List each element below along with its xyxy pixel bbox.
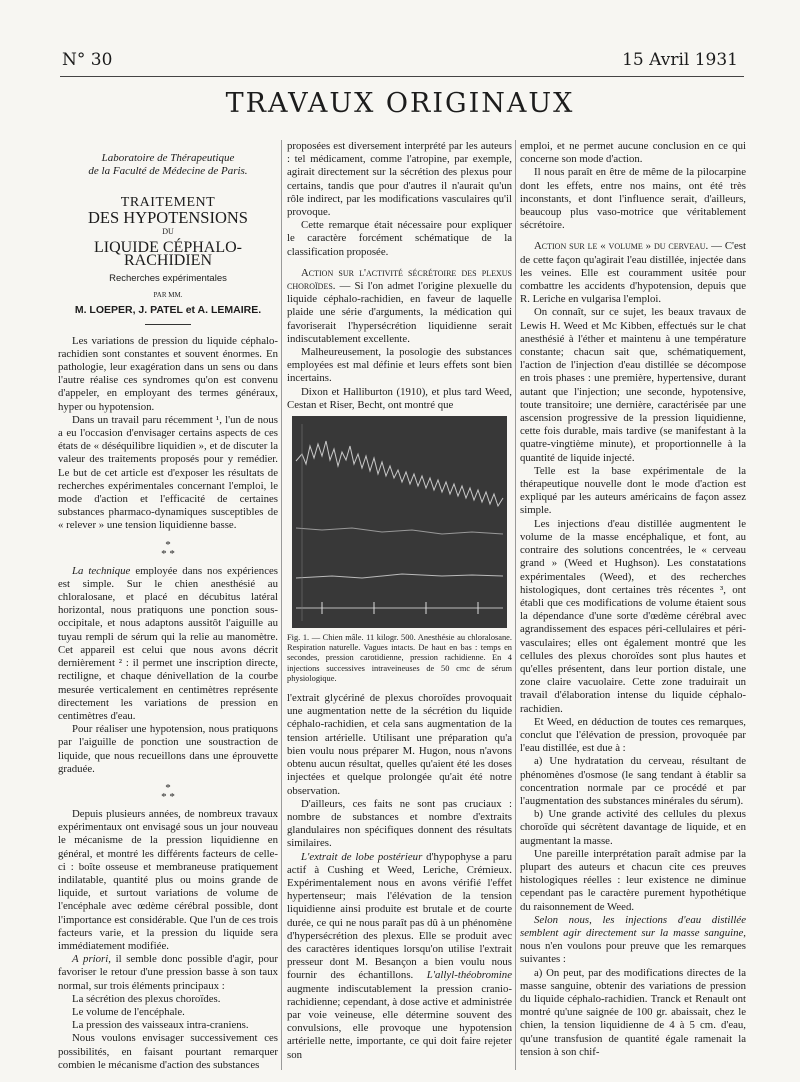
paragraph: Les variations de pression du liquide céphalo-rachidien sont constantes et souvent énormes. En pathologie, leur exagération dans un sens ou dans l'autre réalise ces syndromes qu'on est convenu d'appeler, en employant des termes généraux, hyper ou hypotension. — [58, 334, 278, 413]
column-1 — [58, 140, 278, 1072]
header-rule — [60, 76, 744, 77]
paragraph: Telle est la base expérimentale de la thérapeutique nouvelle dont le mode d'action est expliqué par les auteurs américains de façon assez simple. — [520, 464, 746, 517]
paragraph: D'ailleurs, ces faits ne sont pas cruciaux : nombre de substances et nombre d'extraits glandulaires non spécifiques donnent des résultats similaires. — [287, 797, 512, 850]
list-item: La sécrétion des plexus choroïdes. — [72, 992, 221, 1005]
paragraph: On connaît, sur ce sujet, les beaux travaux de Lewis H. Weed et Mc Kibben, effectués sur le chat anesthésié à l'éther et maintenu à une température constante; chacun sait que, schématiquement, l'action de l'injection d'eau distillée se décompose en trois phases : une première, hypertensive, durant autant que l'injection; une seconde, hypotensive, toute transitoire; une dernière, caractérisée par une ascension progressive de la pression liquidienne, cette fois durable, mais tardive (se manifestant à la quatre-vingtième minute), et proportionnelle à la quantité de liquide injecté. — [520, 306, 746, 464]
issue-number: N° 30 — [62, 50, 113, 70]
paragraph: Dixon et Halliburton (1910), et plus tard Weed, Cestan et Riser, Becht, ont montré que — [287, 385, 512, 411]
paragraph: a) On peut, par des modifications directes de la masse sanguine, obtenir des variations de pression du liquide céphalo-rachidien. Tranck et Renault ont montré qu'une saignée de 100 gr. abaissait, chez le chien, la tension liquidienne de 4 à 5 cm. d'eau, qu'une transfusion de quantité égale ramenait la tension à son chif- — [520, 966, 746, 1058]
list-item: Le volume de l'encéphale. — [72, 1005, 185, 1018]
paragraph: Action sur l'activité sécrétoire des plexus choroïdes. — Si l'on admet l'origine plexuelle du liquide céphalo-rachidien, en faveur de laquelle plaide une série d'arguments, la médication qui favoriserait l'hypersécrétion liquidienne serait indiscutablement excellente. — [287, 266, 512, 345]
title-rule — [145, 324, 191, 325]
paragraph: Malheureusement, la posologie des substances employées est mal définie et leurs effets sont bien incertains. — [287, 346, 512, 385]
paragraph: b) Une grande activité des cellules du plexus choroïde qui sécrètent davantage de liquide, et en augmentant la masse. — [520, 808, 746, 847]
section-stars: * * * — [161, 538, 175, 560]
paragraph: Cette remarque était nécessaire pour expliquer le caractère forcément schématique de la classification proposée. — [287, 219, 512, 258]
figure-kymograph — [292, 416, 507, 628]
paragraph: Pour réaliser une hypotension, nous pratiquons par l'aiguille de ponction une soustraction de liquide, que nous recueillons dans une éprouvette graduée. — [58, 723, 278, 775]
title-line-2: DES HYPOTENSIONS — [88, 208, 248, 228]
paragraph: Et Weed, en déduction de toutes ces remarques, conclut que l'élévation de pression, provoquée par l'eau distillée, est due à : — [520, 715, 746, 755]
paragraph: La technique employée dans nos expériences est simple. Sur le chien anesthésié au chloralosane, et placé en décubitus latéral horizontal, nous pratiquons une ponction sous-occipitale, et nous adaptons aussitôt l'aiguille au tuyau rempli de sérum qui la relie au manomètre. Cet appareil est celui que nous avons décrit dernièrement ² : il permet une inscription directe, rectiligne, et chaque dénivellation de la courbe mesurée verticalement en centimètres représente directement les variations de pression en centimètres d'eau. — [58, 564, 278, 722]
paragraph: Action sur le « volume » du cerveau. — C'est de cette façon qu'agirait l'eau distillée, injectée dans les veines. Elle est couramment usitée pour combattre les accidents d'hypotension, depuis que R. Leriche en vulgarisa l'emploi. — [520, 240, 746, 306]
list-item: La pression des vaisseaux intra-craniens. — [72, 1019, 249, 1032]
paragraph: l'extrait glycériné de plexus choroïdes provoquait une augmentation nette de la sécrétion du liquide céphalo-rachidien, et cela sans augmentation de la tension artérielle. Utilisant une préparation qu'a bien voulu nous préparer M. Hugon, nous n'avons obtenu aucun résultat, quelles qu'aient été les doses injectées et quelque prolongée qu'ait été notre observation. — [287, 692, 512, 797]
authors-prefix: PAR MM. — [153, 291, 183, 300]
paragraph: L'extrait de lobe postérieur d'hypophyse a paru actif à Cushing et Weed, Leriche, Crémieux. Expérimentalement nous en avons vérifié l'effet hypertenseur; mais l'élévation de la tension liquidienne ainsi produite est brutale et de courte durée, ce qui ne nous paraît pas dû à un phénomène d'hypersécrétion des plexus. Elle se produit avec des caractères identiques lorsqu'on utilise l'extrait presseur dont M. Besançon a bien voulu nous fournir des échantillons. L'allyl-théobromine augmente indiscutablement la pression cranio-rachidienne; cependant, à dose active et administrée par voie veineuse, elle détermine souvent des convulsions, elle provoque une hypotension artérielle nette, importante, ce qui doit faire rejeter son — [287, 850, 512, 1061]
title-line-4: LIQUIDE CÉPHALO-RACHIDIEN — [94, 238, 242, 269]
paragraph: Une pareille interprétation paraît admise par la plupart des auteurs et chacun cite ces preuves histologiques réelles : leur existence ne diminue cependant pas le caractère purement hypothétique du raisonnement de Weed. — [520, 847, 746, 913]
column-3 — [520, 140, 746, 1059]
section-stars: * * * — [161, 781, 175, 803]
figure-caption: Fig. 1. — Chien mâle. 11 kilogr. 500. Anesthésie au chloralosane. Respiration naturelle. Vagues intacts. De haut en bas : temps en secondes, pression carotidienne, pression rachidienne. En 4 injections successives intraveineuses de 50 cmc de sérum physiologique. — [287, 633, 512, 683]
paragraph: Selon nous, les injections d'eau distillée semblent agir directement sur la masse sanguine, nous n'en voulons pour preuve que les remarques suivantes : — [520, 913, 746, 966]
authors: M. LOEPER, J. PATEL et A. LEMAIRE. — [74, 304, 262, 317]
title-line-1: TRAITEMENT — [120, 195, 216, 210]
paragraph: emploi, et ne permet aucune conclusion en ce qui concerne son mode d'action. — [520, 140, 746, 166]
article-subtitle: Recherches expérimentales — [109, 273, 227, 285]
paragraph: Les injections d'eau distillée augmentent le volume de la masse encéphalique, et font, au contraire des solutions concentrées, le « cerveau grand » (Weed et Hughson). Les constatations expérimentales (Weed), et des recherches histologiques, dont certaines très récentes ³, ont établi que ces modifications de volume étaient sous la dépendance d'une sorte d'œdème cérébral avec agrandissement des espaces péri-cellulaires et péri-vasculaires; elles ont également montré que les cellules des plexus choroïdes sont plus hautes et qu'elles présentent, dans leur portion distale, une zone claire vacuolaire. Cette zone traduirait un travail d'élaboration intense du liquide céphalo-rachidien. — [520, 517, 746, 715]
issue-date: 15 Avril 1931 — [622, 50, 738, 70]
title-line-3: DU — [162, 227, 174, 237]
paragraph: Nous voulons envisager successivement ces possibilités, en faisant pourtant remarquer combien le mécanisme d'action des substances — [58, 1032, 278, 1071]
paragraph: a) Une hydratation du cerveau, résultant de phénomènes d'osmose (le sang tendant à établir sa concentration normale par ce procédé et par l'augmentation des substances minérales du sérum). — [520, 755, 746, 807]
paragraph: Dans un travail paru récemment ¹, l'un de nous a eu l'occasion d'envisager certains aspects de ces états de « déséquilibre liquidien », et de discuter la valeur des traitements proposés pour y remédier. Le but de cet article est d'exposer les résultats de recherches expérimentales concernant l'emploi, le mode d'action et l'efficacité de certaines substances pharmaco-dynamiques susceptibles de « relever » une tension liquidienne basse. — [58, 413, 278, 532]
paragraph: Depuis plusieurs années, de nombreux travaux expérimentaux ont envisagé sous un jour nouveau le mécanisme de la pression liquidienne en général, et montré les différents facteurs de celle-ci : boîte osseuse et membraneuse pratiquement indilatable, quantité plus ou moins grande de liquide, et surtout variations de volume de l'encéphale avec œdème cérébral possible, dont l'importance est considérable. Que l'un de ces trois facteurs varie, et la pression du liquide sera immédiatement modifiée. — [58, 807, 278, 952]
column-2 — [287, 140, 512, 1062]
column-divider — [281, 140, 282, 1070]
kymograph-trace — [292, 416, 507, 628]
section-title: TRAVAUX ORIGINAUX — [225, 88, 575, 119]
paragraph: A priori, il semble donc possible d'agir, pour favoriser le retour d'une pression basse à son taux normal, sur trois éléments principaux : — [58, 953, 278, 992]
lab-affiliation: Laboratoire de Thérapeutique de la Faculté de Médecine de Paris. — [88, 152, 248, 177]
paragraph: proposées est diversement interprété par les auteurs : tel médicament, comme l'atropine, par exemple, agirait directement sur la sécrétion des plexus pour certains, tandis que pour d'autres il n'aurait qu'un rôle indirect, par les modifications vasculaires qu'il provoque. — [287, 140, 512, 219]
column-divider — [515, 140, 516, 1070]
paragraph: Il nous paraît en être de même de la pilocarpine dont les effets, entre nos mains, ont été très inconstants, et dont l'influence serait, d'ailleurs, beaucoup plus vaso-motrice que véritablement sécrétoire. — [520, 166, 746, 232]
